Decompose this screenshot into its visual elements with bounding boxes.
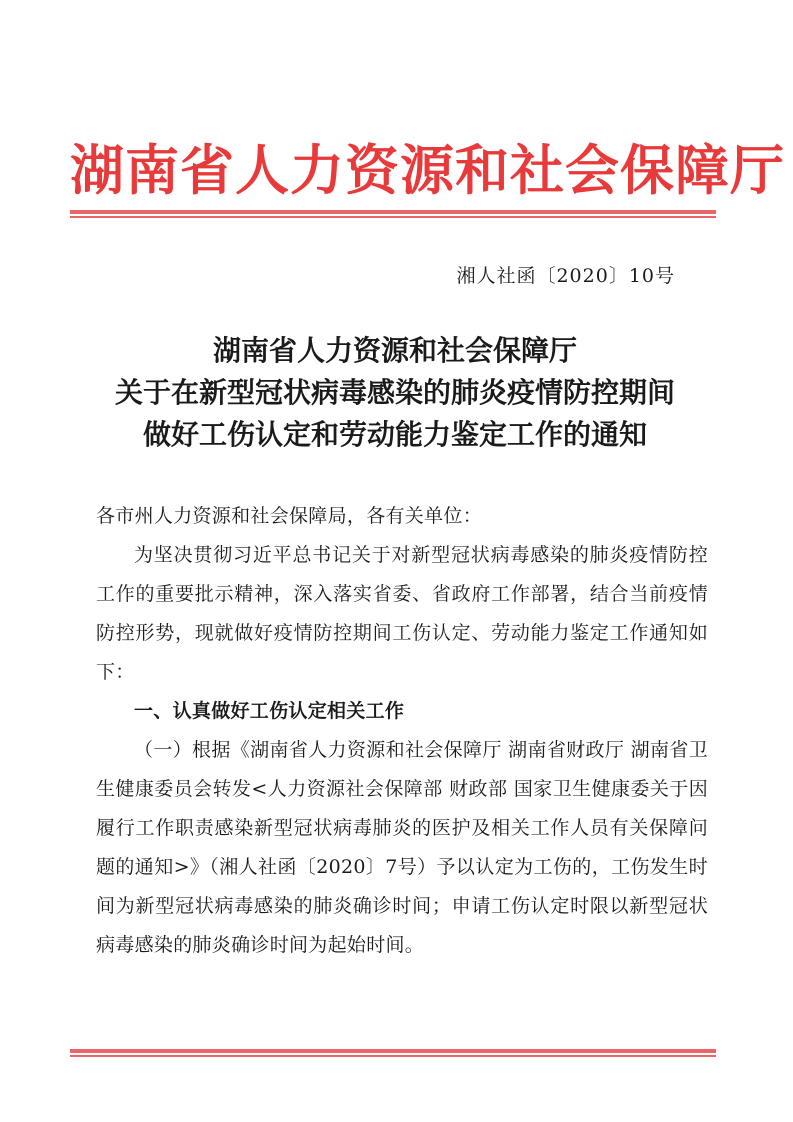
footer-rule-thick — [70, 1049, 716, 1053]
document-title — [70, 330, 720, 456]
salutation: 各市州人力资源和社会保障局，各有关单位： — [96, 505, 483, 527]
document-body — [96, 497, 708, 965]
masthead-title: 湖南省人力资源和社会保障厅 — [70, 138, 785, 202]
intro-paragraph: 为坚决贯彻习近平总书记关于对新型冠状病毒感染的肺炎疫情防控工作的重要批示精神，深入落实省委、省政府工作部署，结合当前疫情防控形势，现就做好疫情防控期间工伤认定、劳动能力鉴定工作通知如下： — [96, 544, 708, 683]
footer-rule-thin — [70, 1055, 716, 1057]
section-heading-1: 一、认真做好工伤认定相关工作 — [134, 700, 405, 722]
document-number: 湘人社函〔2020〕10号 — [456, 265, 675, 287]
title-line-3: 做好工伤认定和劳动能力鉴定工作的通知 — [142, 418, 647, 451]
title-line-2: 关于在新型冠状病毒感染的肺炎疫情防控期间 — [114, 376, 675, 409]
title-line-1: 湖南省人力资源和社会保障厅 — [212, 334, 577, 367]
section-1-paragraph-1: （一）根据《湖南省人力资源和社会保障厅 湖南省财政厅 湖南省卫生健康委员会转发<人力资源社会保障部 财政部 国家卫生健康委关于因履行工作职责感染新型冠状病毒肺炎的医护及相关工作人员有关保障问题的通知>》（湘人社函〔2020〕7号）予以认定为工伤的，工伤发生时间为新型冠状病毒感染的肺炎确诊时间；申请工伤认定时限以新型冠状病毒感染的肺炎确诊时间为起始时间。 — [96, 739, 708, 956]
masthead-rule-thick — [70, 210, 716, 214]
masthead-rule-thin — [70, 216, 716, 218]
